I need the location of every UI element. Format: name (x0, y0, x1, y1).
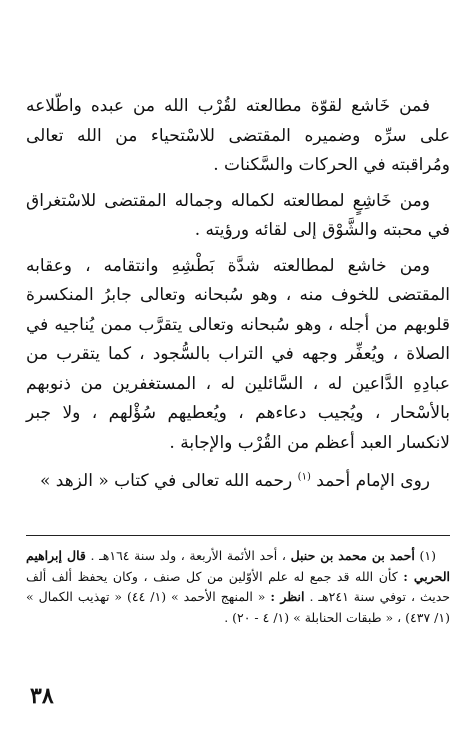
paragraph-4-end: رحمه الله تعالى في كتاب « الزهد » (39, 471, 293, 491)
main-text (26, 92, 450, 497)
footnote-text-2: كأن الله قد جمع له علم الأوّلين من كل صنف ، وكان يحفظ ألف ألف حديث ، توفي سنة ٢٤١هـ . (26, 568, 450, 604)
paragraph-4-start: روى الإمام أحمد (316, 471, 430, 491)
paragraph-4 (26, 467, 450, 497)
footnote-reference: (١) (297, 471, 311, 483)
footnote-marker: (١) (419, 548, 436, 563)
page-number: ٣٨ (30, 683, 54, 709)
footnote-name: أحمد بن محمد بن حنبل (290, 548, 415, 563)
paragraph-1: فمن خَاشع لقوّة مطالعته لقُرْب الله من عبده واطّلاعه على سرِّه وضميره المقتضى للاسْتحياء من الله تعالى ومُراقبته في الحركات والسَّكنات . (26, 96, 450, 175)
footnote-see-label: انظر : (270, 589, 305, 604)
footnote (26, 546, 450, 628)
footnote-text-3: « المنهج الأحمد » (١/ ٤٤) « تهذيب الكمال » (١/ ٤٣٧) ، « طبقات الحنابلة » (١/ ٤ - ٢٠) . (26, 589, 450, 625)
footnote-divider (26, 535, 450, 536)
paragraph-2: ومن خَاشِعٍ لمطالعته لكماله وجماله المقتضى للاسْتغراق في محبته والشَّوْق إلى لقائه ورؤيته . (26, 190, 450, 240)
footnote-paragraph (26, 546, 450, 628)
footnote-qala-label: قال إبراهيم الحربي : (26, 548, 450, 584)
footnote-text-1: ، أحد الأئمة الأربعة ، ولد سنة ١٦٤هـ . (90, 548, 286, 563)
paragraph-3: ومن خاشع لمطالعته شدَّة بَطْشِهِ وانتقامه ، وعقابه المقتضى للخوف منه ، وهو سُبحانه وتعالى جابرُ المنكسرة قلوبهم من أجله ، وهو سُبحانه وتعالى يتقرَّب ممن يُناجيه في الصلاة ، ويُعفِّر وجهه في التراب بالسُّجود ، كما يتقرب من عبادِهِ الدَّاعين له ، السَّائلين له ، المستغفرين من ذنوبهم بالأسْحار ، ويُجيب دعاءهم ، ويُعطيهم سُؤْلهم ، ولا جبر لانكسار العبد أعظم من القُرْب والإجابة . (26, 255, 450, 453)
